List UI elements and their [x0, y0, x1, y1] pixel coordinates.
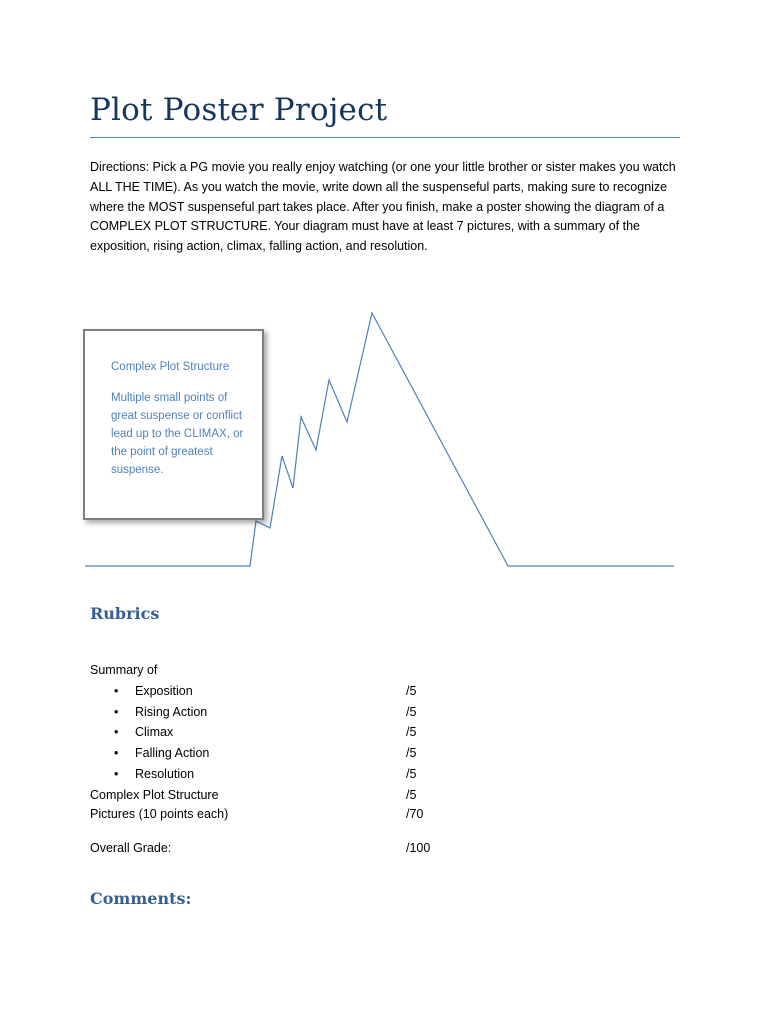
rubrics-heading: Rubrics [90, 604, 160, 623]
rubric-pictures-label: Pictures (10 points each) [90, 807, 229, 821]
rubric-summary-row [90, 660, 610, 680]
rubric-item-rising-action [90, 702, 610, 722]
rubric-item-score: /5 [406, 746, 417, 760]
rubric-item-label: Rising Action [135, 705, 208, 719]
title-underline [90, 137, 680, 138]
rubric-complex-score: /5 [406, 788, 417, 802]
rubric-overall-row [90, 838, 610, 858]
rubric-item-label: Climax [135, 725, 174, 739]
bullet: • [114, 725, 119, 739]
bullet: • [114, 684, 119, 698]
callout-title: Complex Plot Structure [111, 361, 230, 373]
bullet: • [114, 767, 119, 781]
bullet: • [114, 705, 119, 719]
rubric-overall-label: Overall Grade: [90, 841, 172, 855]
callout-text: Multiple small points of great suspense or conflict lead up to the CLIMAX, or the point of greatest suspense. [111, 392, 244, 476]
rubric-pictures-score: /70 [406, 807, 424, 821]
rubric-item-score: /5 [406, 767, 417, 781]
rubric-item-score: /5 [406, 684, 417, 698]
comments-heading: Comments: [90, 889, 192, 908]
rubric-item-label: Exposition [135, 684, 193, 698]
rubric-item-score: /5 [406, 705, 417, 719]
bullet: • [114, 746, 119, 760]
rubric-item-label: Falling Action [135, 746, 210, 760]
rubric-item-label: Resolution [135, 767, 195, 781]
rubric-item-falling-action [90, 743, 610, 763]
rubric-item-climax [90, 722, 610, 742]
directions-paragraph: Directions: Pick a PG movie you really enjoy watching (or one your little brother or sister makes you watch ALL THE TIME). As you watch the movie, write down all the suspenseful parts, making sure to recognize where the MOST suspenseful part takes place. After you finish, make a poster showing the diagram of a COMPLEX PLOT STRUCTURE. Your diagram must have at least 7 pictures, with a summary of the exposition, rising action, climax, falling action, and resolution. [90, 160, 676, 254]
rubric-complex-row [90, 785, 610, 805]
rubric-item-resolution [90, 764, 610, 784]
rubric-overall-score: /100 [406, 841, 431, 855]
rubric-item-exposition [90, 681, 610, 701]
rubric-pictures-row [90, 804, 610, 824]
rubric-item-score: /5 [406, 725, 417, 739]
plot-callout-box [83, 329, 264, 520]
rubric-complex-label: Complex Plot Structure [90, 788, 219, 802]
page-title: Plot Poster Project [90, 92, 388, 128]
rubric-summary-label: Summary of [90, 663, 158, 677]
